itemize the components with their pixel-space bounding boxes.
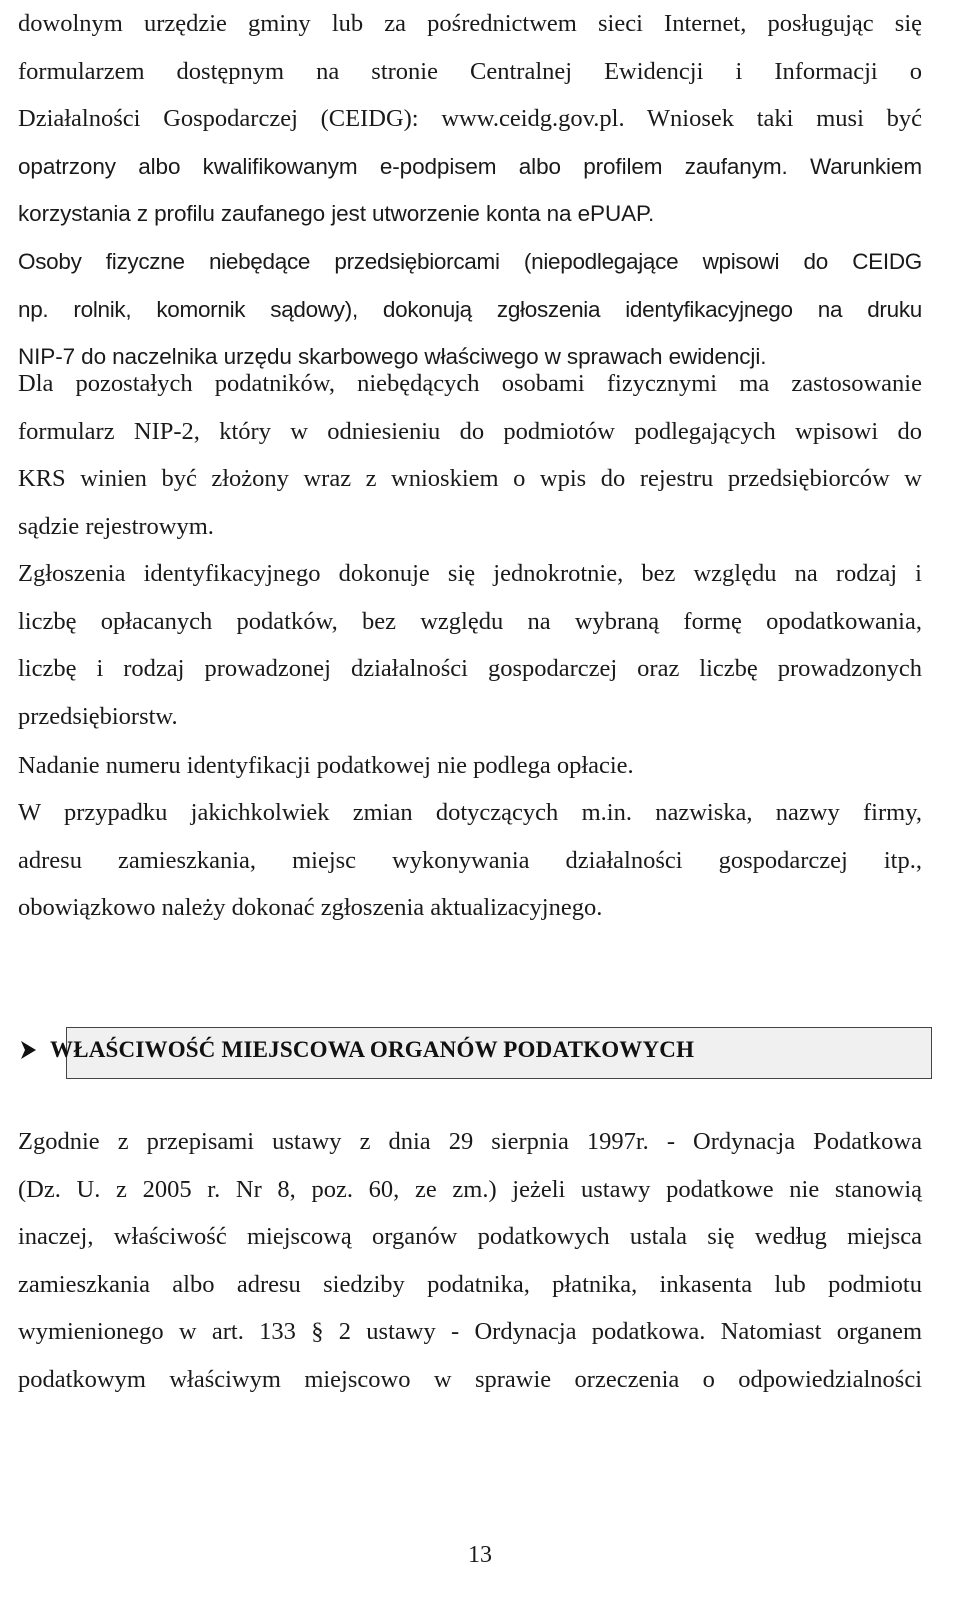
text-line: opatrzony albo kwalifikowanym e-podpisem albo profilem zaufanym. Warunkiem bbox=[18, 153, 922, 179]
text-line: sądzie rejestrowym. bbox=[18, 512, 214, 540]
section-heading-text: WŁAŚCIWOŚĆ MIEJSCOWA ORGANÓW PODATKOWYCH bbox=[50, 1037, 695, 1062]
text-line: Nadanie numeru identyfikacji podatkowej nie podlega opłacie. bbox=[18, 752, 634, 779]
text-line: formularzem dostępnym na stronie Centralnej Ewidencji i Informacji o bbox=[18, 57, 922, 85]
section-heading bbox=[18, 1030, 694, 1070]
text-line: np. rolnik, komornik sądowy), dokonują zgłoszenia identyfikacyjnego na druku bbox=[18, 296, 922, 322]
text-line: zamieszkania albo adresu siedziby podatnika, płatnika, inkasenta lub podmiotu bbox=[18, 1270, 922, 1298]
text-line: adresu zamieszkania, miejsc wykonywania działalności gospodarczej itp., bbox=[18, 846, 922, 874]
paragraph-ordynacja-podatkowa bbox=[18, 1118, 922, 1404]
text-line: liczbę i rodzaj prowadzonej działalności gospodarczej oraz liczbę prowadzonych bbox=[18, 655, 922, 683]
text-line: liczbę opłacanych podatków, bez względu na wybraną formę opodatkowania, bbox=[18, 607, 922, 635]
paragraph-changes bbox=[18, 789, 922, 932]
text-line: podatkowym właściwym miejscowo w sprawie orzeczenia o odpowiedzialności bbox=[18, 1365, 922, 1393]
text-line: formularz NIP-2, który w odniesieniu do podmiotów podlegających wpisowi do bbox=[18, 417, 922, 445]
paragraph-free-of-charge bbox=[18, 742, 922, 790]
paragraph-one-time-registration bbox=[18, 550, 922, 740]
paragraph-other-taxpayers bbox=[18, 360, 922, 550]
text-line: W przypadku jakichkolwiek zmian dotyczących m.in. nazwiska, nazwy firmy, bbox=[18, 799, 922, 826]
text-line: Działalności Gospodarczej (CEIDG): www.ceidg.gov.pl. Wniosek taki musi być bbox=[18, 105, 922, 133]
text-line: (Dz. U. z 2005 r. Nr 8, poz. 60, ze zm.) jeżeli ustawy podatkowe nie stanowią bbox=[18, 1175, 922, 1203]
text-line: Osoby fizyczne niebędące przedsiębiorcami (niepodlegające wpisowi do CEIDG bbox=[18, 248, 922, 274]
paragraph-identification-registration bbox=[18, 0, 922, 381]
arrowhead-bullet-icon bbox=[18, 1037, 40, 1063]
text-line: Zgodnie z przepisami ustawy z dnia 29 sierpnia 1997r. - Ordynacja Podatkowa bbox=[18, 1128, 922, 1155]
text-line: obowiązkowo należy dokonać zgłoszenia aktualizacyjnego. bbox=[18, 894, 603, 922]
text-line: KRS winien być złożony wraz z wnioskiem o wpis do rejestru przedsiębiorców w bbox=[18, 465, 922, 493]
text-line: przedsiębiorstw. bbox=[18, 702, 178, 730]
text-line: wymienionego w art. 133 § 2 ustawy - Ordynacja podatkowa. Natomiast organem bbox=[18, 1318, 922, 1346]
text-line: inaczej, właściwość miejscową organów podatkowych ustala się według miejsca bbox=[18, 1223, 922, 1251]
text-line: korzystania z profilu zaufanego jest utworzenie konta na ePUAP. bbox=[18, 201, 655, 227]
text-line: NIP-7 do naczelnika urzędu skarbowego właściwego w sprawach ewidencji. bbox=[18, 344, 767, 370]
text-line: dowolnym urzędzie gminy lub za pośrednictwem sieci Internet, posługując się bbox=[18, 10, 922, 37]
text-line: Dla pozostałych podatników, niebędących osobami fizycznymi ma zastosowanie bbox=[18, 370, 922, 397]
page-number: 13 bbox=[468, 1542, 492, 1568]
text-line: Zgłoszenia identyfikacyjnego dokonuje się jednokrotnie, bez względu na rodzaj i bbox=[18, 560, 922, 587]
